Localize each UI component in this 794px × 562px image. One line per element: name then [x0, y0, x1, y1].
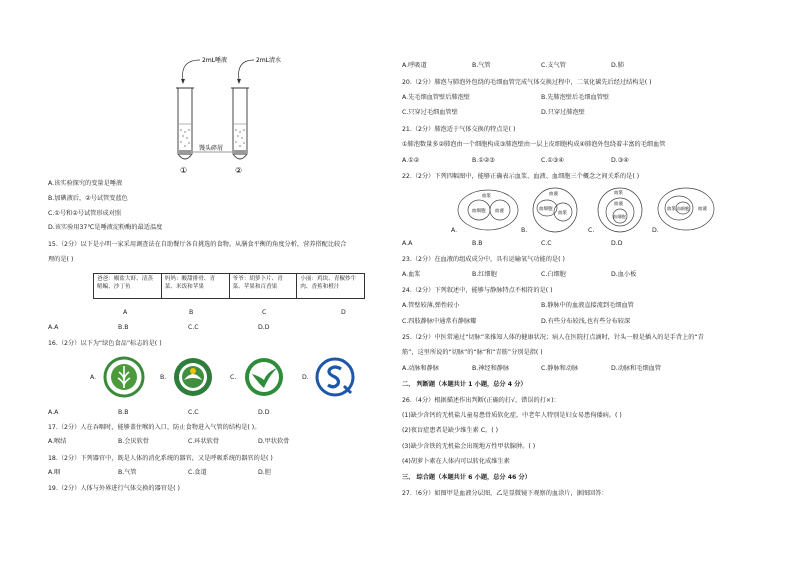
q20-stem: 20.（2分）肺泡与肺泡外包绕的毛细血管完成气体交换过程中，二氧化碳先后经过结构是( ): [402, 79, 652, 86]
q22-option-b: B.B: [472, 240, 483, 247]
q22-a-left: 血细胞: [472, 209, 486, 214]
q19-option-d: D.肺: [611, 62, 624, 69]
q24-option-a: A.管壁较薄,弹性较小: [402, 302, 460, 309]
q16-option-c: C.C: [188, 409, 199, 416]
tube-2-number: ②: [235, 166, 243, 175]
q22-letter-d: D.: [652, 227, 659, 234]
q21-option-b: B.①②③: [472, 157, 495, 164]
q17-option-c: C.环状软骨: [188, 438, 220, 445]
q21-option-a: A.①②: [402, 157, 420, 164]
q25-option-b: B.神经和静脉: [472, 365, 510, 372]
q24-stem: 24.（2分）下列叙述中，能够与静脉特点不相符的是( ): [402, 287, 553, 294]
tube-1-number: ①: [180, 166, 188, 175]
q16-option-d: D.D: [258, 409, 270, 416]
q14-option-c: C.①号和②号试管形成对照: [48, 210, 122, 217]
q18-option-b: B.气管: [118, 469, 137, 476]
q24-option-b: B.静脉中的血液直接流到毛细血管: [541, 302, 634, 309]
q17-option-d: D.甲状软骨: [258, 438, 290, 445]
q25-stem-line1: 25.（2分）中医常通过“切脉”来推知人体的健康状况；病人在医院打点滴时，针头一般是插入的是手背上的“青: [402, 334, 704, 341]
q26-item-2: (2)夜盲症患者是缺少维生素 C。( ): [402, 427, 499, 434]
q23-option-b: B.红细胞: [472, 271, 497, 278]
q22-b-outer: 血液: [549, 192, 558, 197]
q26-item-3: (3)缺少含铁的无机盐会出现地方性甲状腺肿。( ): [402, 443, 536, 450]
q19-option-b: B.气管: [472, 62, 491, 69]
qs-logo-icon: [314, 356, 356, 398]
green-food-logo-icon: [103, 356, 145, 398]
q22-option-a: A.A: [402, 240, 413, 247]
q22-diagram-b: [525, 186, 585, 234]
q16-letter-b: B.: [160, 374, 167, 381]
q18-option-a: A.咽: [48, 469, 61, 476]
tube-2-label: 2mL清水: [256, 57, 282, 64]
q26-item-4: (4)胡萝卜素在人体内可以转化成维生素: [402, 458, 510, 465]
q14-option-b: B.加碘液后，②号试管变蓝色: [48, 195, 128, 202]
q26-stem: 26.（4分）根据描述作出判断(正确的打√，错误的打×)：: [402, 397, 560, 404]
q24-option-c: C.四肢静脉中通常有静脉瓣: [402, 318, 477, 325]
green-check-logo-icon: [243, 356, 285, 398]
q15-box-c: 爷爷：胡萝卜片、青菜、苹果和百香果: [230, 274, 298, 298]
q17-stem: 17.（2分）人在吞咽时，能够盖住喉的入口，防止食物进入气管的结构是( )。: [48, 424, 261, 431]
q22-d-mid: 血浆: [667, 207, 676, 212]
q22-stem: 22.（2分）下列四幅图中，能够正确表示血浆、血液、血细胞三个概念之间关系的是( ): [402, 173, 640, 180]
q21-option-d: D.③④: [611, 157, 629, 164]
q16-letter-c: C.: [230, 374, 237, 381]
q20-option-b: B.先肺泡壁后毛细血管壁: [541, 94, 610, 101]
q26-item-1: (1)缺少含钙的无机盐儿童易患骨质软化症，中老年人特别是妇女易患佝偻病。( ): [402, 412, 622, 419]
q21-option-c: C.①③④: [541, 157, 564, 164]
q17-option-a: A.喉结: [48, 438, 67, 445]
q16-option-a: A.A: [48, 409, 59, 416]
q22-a-outer: 血浆: [482, 194, 491, 199]
q22-letter-a: A.: [451, 227, 458, 234]
q16-option-b: B.B: [118, 409, 129, 416]
section-2-title: 二、 判断题（本题共计 1 小题，总分 4 分）: [402, 381, 527, 388]
q15-box-a: 爸爸：椒盐大虾、清蒸鲳鳊、沙丁鱼: [94, 274, 162, 298]
q22-option-c: C.C: [541, 240, 552, 247]
q22-c-inner: 血细胞: [613, 214, 626, 219]
q15-stem-line2: 理的是( ): [48, 256, 74, 263]
q14-option-a: A.该实验探究的变量是唾液: [48, 180, 123, 187]
q24-option-d: D.有些分布较浅,也有些分布较深: [541, 318, 631, 325]
q15-stem-line1: 15.（2分）以下是小明一家采用调查法在自助餐厅各自挑选的食物。从膳食平衡的角度分析，营养搭配比较合: [48, 241, 347, 248]
q22-d-inner: 血细胞: [677, 206, 689, 211]
q25-stem-line2: 筋”，这里所说的“切脉”的“脉”和“青筋”分别是指( ): [402, 349, 543, 356]
q21-items: ①肺泡数量多②肺泡由一个细胞构成③肺泡壁由一层上皮细胞构成④肺泡外包绕着丰富的毛细血管: [402, 141, 666, 148]
q22-b-left: 血细胞: [539, 207, 553, 212]
q15-box-b: 妈妈：酸甜排骨、青菜、米饭和苹果: [162, 274, 230, 298]
q15-box-d: 小丽：鸡块、青椒炒牛肉、香蕉和橙汁: [300, 276, 357, 290]
q14-option-d: D.该实验用37℃是唾液淀粉酶的最适温度: [48, 224, 163, 231]
q15-option-d: D.D: [258, 324, 270, 331]
q19-stem: 19.（2分）人体与外界进行气体交换的器官是( ): [48, 485, 180, 492]
q22-diagram-c: [592, 186, 648, 234]
test-tube-2: [231, 88, 249, 159]
test-tube-1: [176, 88, 194, 159]
q25-option-a: A.动脉和静脉: [402, 365, 440, 372]
q15-food-table: [93, 273, 365, 299]
q20-option-c: C.只穿过毛细血管壁: [402, 109, 458, 116]
section-3-title: 三、 综合题（本题共计 6 小题，总分 46 分）: [402, 474, 531, 481]
tube-1-label: 2mL唾液: [202, 57, 228, 64]
q22-letter-b: B.: [521, 227, 528, 234]
q19-option-c: C.支气管: [541, 62, 566, 69]
q22-b-right: 血浆: [558, 211, 567, 216]
q15-label-d: D: [341, 309, 346, 316]
q23-option-a: A.血浆: [402, 271, 421, 278]
q25-option-c: C.静脉和动脉: [541, 365, 579, 372]
q17-option-b: B.会厌软骨: [118, 438, 149, 445]
pollution-free-logo-icon: [172, 356, 214, 398]
q16-letter-d: D.: [302, 374, 309, 381]
q27-stem: 27.（6分）如图甲是血液分层图，乙是显微镜下观察的血涂片，据图回答：: [402, 490, 608, 497]
q15-label-c: C: [262, 309, 267, 316]
q19-option-a: A.呼吸道: [402, 62, 427, 69]
q15-option-c: C.C: [188, 324, 199, 331]
q16-stem: 16.（2分）以下为“绿色食品”标志的是( ): [48, 340, 162, 347]
q20-option-a: A.先毛细血管壁后肺泡壁: [402, 94, 470, 101]
q22-a-right: 血液: [495, 209, 504, 214]
q23-stem: 23.（2分）在血液的组成成分中，具有运输氧气功能的是( ): [402, 256, 565, 263]
q22-diagram-a: [456, 188, 520, 232]
q22-letter-c: C.: [588, 227, 595, 234]
q18-stem: 18.（2分）下列器官中，既是人体的消化系统的器官，又是呼吸系统的器官的是( ): [48, 455, 273, 462]
q22-c-outer: 血浆: [614, 191, 623, 196]
bread-crumb-label: 馒头碎屑: [199, 145, 224, 152]
q18-option-c: C.食道: [188, 469, 207, 476]
q15-option-b: B.B: [118, 324, 129, 331]
q15-option-a: A.A: [48, 324, 59, 331]
q22-c-mid: 血液: [614, 202, 623, 207]
q22-diagram-d: [656, 186, 716, 232]
q23-option-d: D.血小板: [611, 271, 637, 278]
q20-option-d: D.只穿过肺泡壁: [541, 109, 585, 116]
q15-label-a: A: [123, 309, 128, 316]
q18-option-d: D.胆: [258, 469, 271, 476]
q15-label-b: B: [189, 309, 194, 316]
q22-d-outer: 血液: [698, 207, 707, 212]
q21-stem: 21.（2分）肺泡适于气体交换的特点是( ): [402, 126, 516, 133]
q16-letter-a: A.: [90, 374, 97, 381]
q25-option-d: D.动脉和毛细血管: [611, 365, 662, 372]
q22-option-d: D.D: [611, 240, 623, 247]
test-tube-figure: [150, 54, 290, 184]
q23-option-c: C.白细胞: [541, 271, 566, 278]
